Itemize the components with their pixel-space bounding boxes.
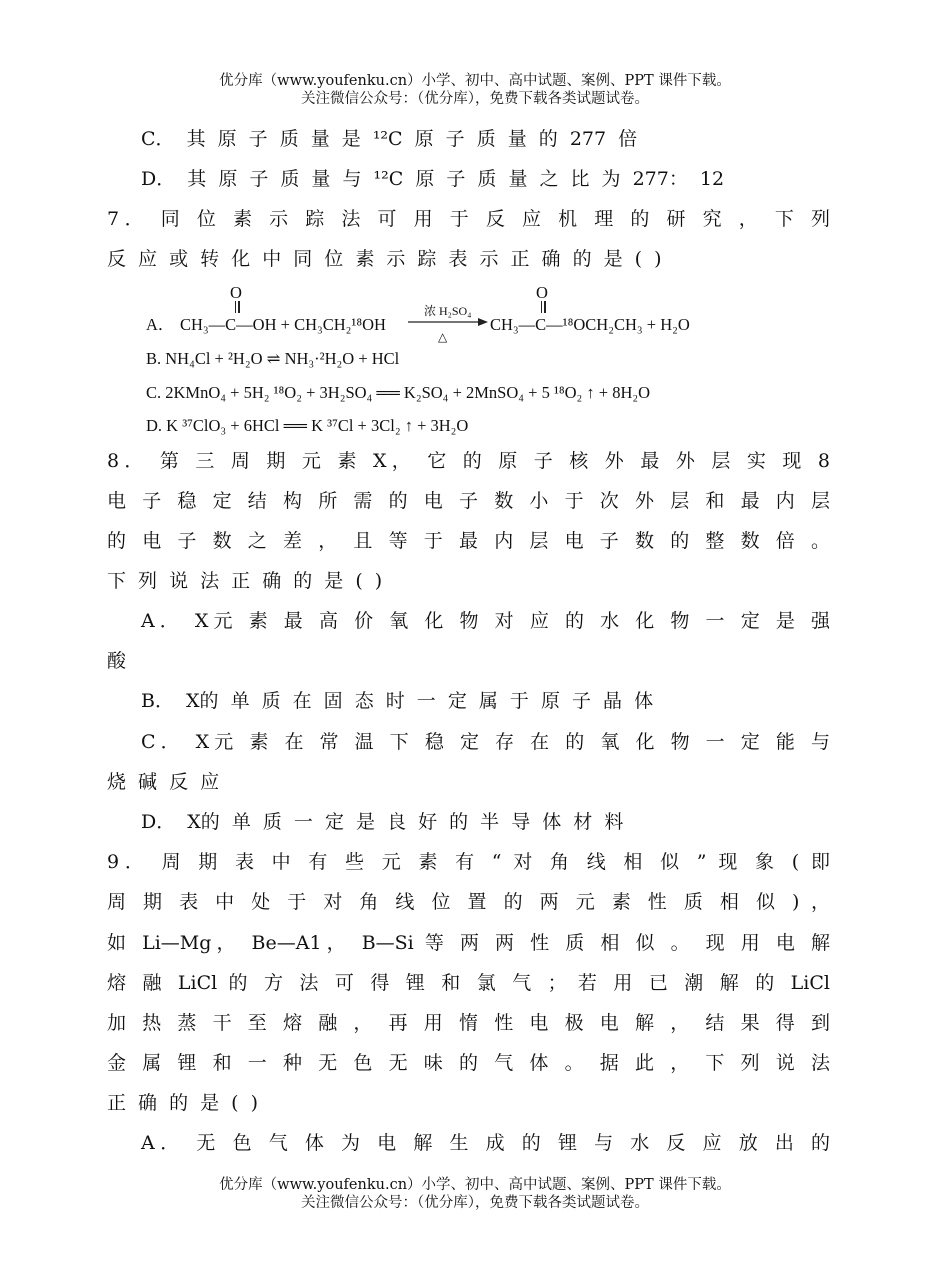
q7-eq-a-label: A． <box>146 315 175 334</box>
q8-stem-line-1: 8． 第 三 周 期 元 素 X， 它 的 原 子 核 外 最 外 层 实 现 8 <box>107 450 830 472</box>
q7-stem-line-1: 7． 同 位 素 示 踪 法 可 用 于 反 应 机 理 的 研 究 ， 下 列 <box>107 208 830 230</box>
footer-line-1: 优分库（www.youfenku.cn）小学、初中、高中试题、案例、PPT 课件下载。 <box>219 1177 731 1193</box>
q8-stem-line-4: 下 列 说 法 正 确 的 是 ( ) <box>107 570 383 592</box>
q9-stem-line-1: 9． 周 期 表 中 有 些 元 素 有 “ 对 角 线 相 似 ” 现 象 ( 即 <box>107 851 830 873</box>
q9-stem-line-4: 熔 融 LiCl 的 方 法 可 得 锂 和 氯 气 ； 若 用 已 潮 解 的 LiCl <box>107 972 830 994</box>
q8-option-a-line-2: 酸 <box>107 650 127 672</box>
page-header <box>0 72 950 108</box>
q7-eq-a-right: CH₃—C—¹⁸OCH₂CH₃ + H₂O <box>490 315 690 334</box>
q7-stem-line-2: 反 应 或 转 化 中 同 位 素 示 踪 表 示 正 确 的 是 ( ) <box>107 248 662 270</box>
q7-equation-c: C. 2KMnO₄ + 5H₂ ¹⁸O₂ + 3H₂SO₄ ══ K₂SO₄ + 2MnSO₄ + 5 ¹⁸O₂ ↑ + 8H₂O <box>146 383 651 402</box>
page-footer <box>0 1176 950 1212</box>
q9-stem-line-3: 如 Li—Mg， Be—A1， B—Si 等 两 两 性 质 相 似 。 现 用 电 解 <box>107 932 830 954</box>
q7-equation-a <box>146 283 726 344</box>
q6-option-d: D． 其 原 子 质 量 与 ¹²C 原 子 质 量 之 比 为 277： 12 <box>141 168 725 190</box>
q8-option-c-line-1: C． X元 素 在 常 温 下 稳 定 存 在 的 氧 化 物 一 定 能 与 <box>141 731 830 753</box>
q8-option-a-line-1: A． X元 素 最 高 价 氧 化 物 对 应 的 水 化 物 一 定 是 强 <box>141 610 830 632</box>
q7-equation-b: B. NH₄Cl + ²H₂O ⇌ NH₃·²H₂O + HCl <box>146 349 400 368</box>
q8-option-c-line-2: 烧 碱 反 应 <box>107 771 220 793</box>
q7-eq-a-condition-top: 浓 H₂SO₄ <box>424 304 472 318</box>
double-bond-left <box>235 301 237 313</box>
q8-option-b: B． X的 单 质 在 固 态 时 一 定 属 于 原 子 晶 体 <box>141 690 654 712</box>
footer-line-2: 关注微信公众号：（优分库），免费下载各类试题试卷。 <box>301 1195 649 1211</box>
q7-eq-a-left: CH₃—C—OH + CH₃CH₂¹⁸OH <box>180 315 386 334</box>
header-line-2: 关注微信公众号：（优分库），免费下载各类试题试卷。 <box>301 91 649 107</box>
reaction-arrow-icon <box>408 317 488 327</box>
q8-option-d: D． X的 单 质 一 定 是 良 好 的 半 导 体 材 料 <box>141 811 624 833</box>
q9-stem-line-2: 周 期 表 中 处 于 对 角 线 位 置 的 两 元 素 性 质 相 似 ) ， <box>107 891 830 913</box>
q9-stem-line-5: 加 热 蒸 干 至 熔 融 ， 再 用 惰 性 电 极 电 解 ， 结 果 得 到 <box>107 1012 830 1034</box>
q6-option-c: C． 其 原 子 质 量 是 ¹²C 原 子 质 量 的 277 倍 <box>141 128 638 150</box>
q7-eq-a-carbonyl-o-right: O <box>536 283 548 302</box>
q9-option-a: A． 无 色 气 体 为 电 解 生 成 的 锂 与 水 反 应 放 出 的 <box>141 1132 830 1154</box>
q7-eq-a-condition-bottom: △ <box>438 330 448 344</box>
q9-stem-line-6: 金 属 锂 和 一 种 无 色 无 味 的 气 体 。 据 此 ， 下 列 说 法 <box>107 1052 830 1074</box>
q7-equation-d: D. K ³⁷ClO₃ + 6HCl ══ K ³⁷Cl + 3Cl₂ ↑ + 3H₂O <box>146 416 469 435</box>
q8-stem-line-3: 的 电 子 数 之 差 ， 且 等 于 最 内 层 电 子 数 的 整 数 倍 。 <box>107 530 830 552</box>
q8-stem-line-2: 电 子 稳 定 结 构 所 需 的 电 子 数 小 于 次 外 层 和 最 内 层 <box>107 490 830 512</box>
q7-eq-a-carbonyl-o-left: O <box>230 283 242 302</box>
q9-stem-line-7: 正 确 的 是 ( ) <box>107 1092 259 1114</box>
header-line-1: 优分库（www.youfenku.cn）小学、初中、高中试题、案例、PPT 课件下载。 <box>219 73 731 89</box>
double-bond-right <box>541 301 543 313</box>
